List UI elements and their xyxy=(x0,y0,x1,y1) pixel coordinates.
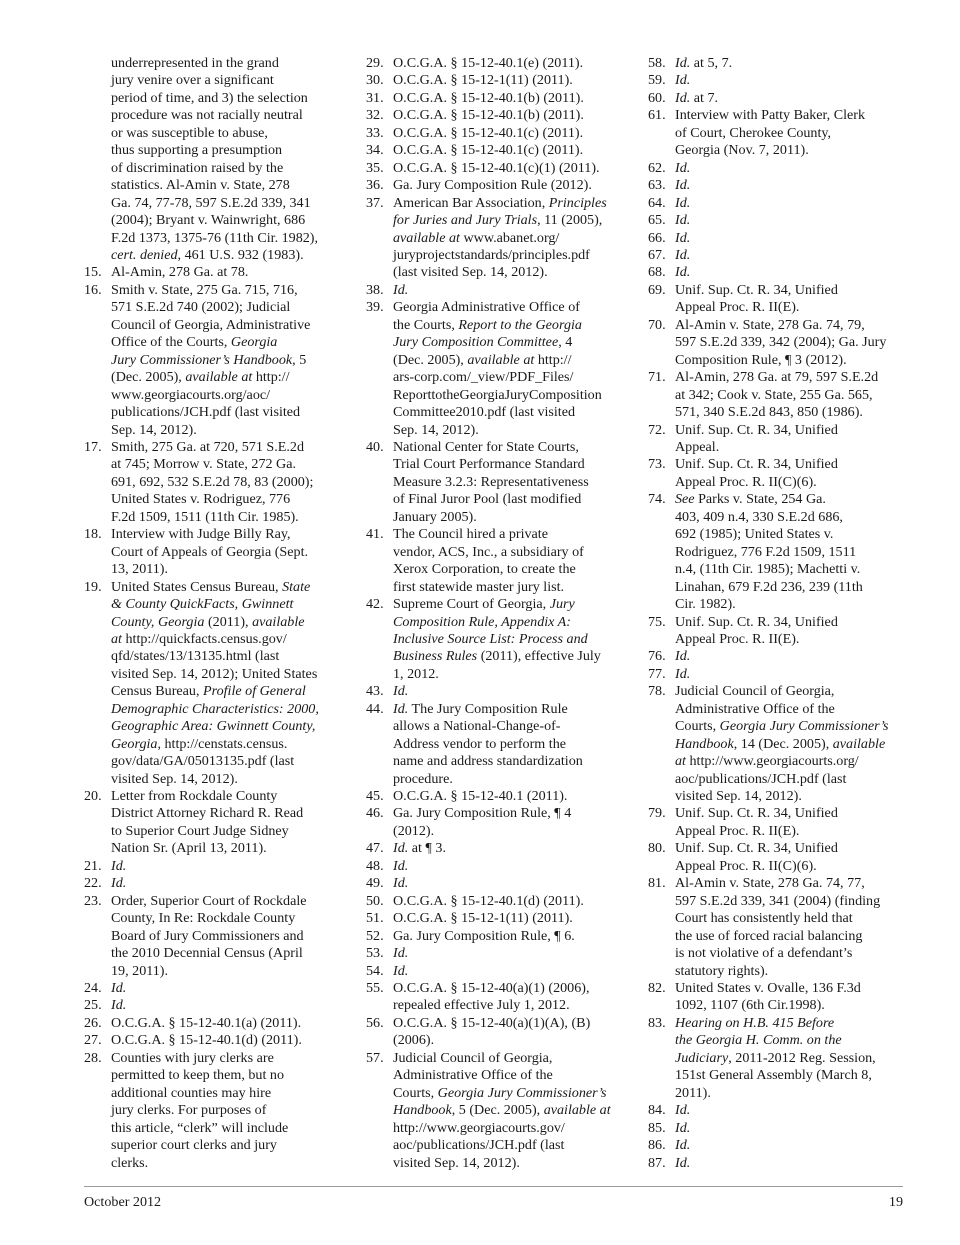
endnote-text: Hearing on H.B. 415 Before the Georgia H. Comm. on the Judiciary, 2011-2012 Reg. Session, 151st General Assembly (March 8, 2011). xyxy=(675,1014,876,1101)
endnote-number: 55. xyxy=(366,980,384,997)
endnote-number: 22. xyxy=(84,875,102,892)
endnote-39 xyxy=(366,299,622,439)
endnote-61 xyxy=(648,107,903,159)
endnote-33 xyxy=(366,125,622,142)
endnote-text: O.C.G.A. § 15-12-1(11) (2011). xyxy=(393,72,573,89)
endnote-49 xyxy=(366,875,622,892)
endnote-46 xyxy=(366,805,622,840)
endnote-27 xyxy=(84,1032,342,1049)
endnote-text: United States Census Bureau, State & County QuickFacts, Gwinnett County, Georgia (2011), available at http://quickfacts.census.gov/ qfd/states/13/13135.html (last visited Sep. 14, 2012); United States Census Bureau, Profile of General Demographic Characteristics: 2000, Geographic Area: Gwinnett County, Georgia, http://censtats.census. gov/data/GA/05013135.pdf (last visited Sep. 14, 2012). xyxy=(111,578,319,787)
endnote-text: Id. at ¶ 3. xyxy=(393,840,446,857)
endnote-70 xyxy=(648,317,903,369)
endnote-76 xyxy=(648,648,903,665)
endnote-text: Ga. Jury Composition Rule, ¶ 4 (2012). xyxy=(393,805,572,839)
endnote-number: 70. xyxy=(648,316,666,333)
endnote-74 xyxy=(648,491,903,613)
endnote-number: 85. xyxy=(648,1119,666,1136)
endnote-72 xyxy=(648,422,903,457)
endnote-text: O.C.G.A. § 15-12-40(a)(1) (2006), repealed effective July 1, 2012. xyxy=(393,980,590,1014)
endnote-text: Id. xyxy=(675,159,691,176)
endnote-83 xyxy=(648,1015,903,1102)
endnote-continuation: underrepresented in the grand jury venire over a significant period of time, and 3) the selection procedure was not racially neutral or was susceptible to abuse, thus supporting a presumption of discrimination raised by the statistics. Al-Amin v. State, 278 Ga. 74, 77-78, 597 S.E.2d 339, 341 (2004); Bryant v. Wainwright, 686 F.2d 1373, 1375-76 (11th Cir. 1982), cert. denied, 461 U.S. 932 (1983). xyxy=(111,55,319,263)
endnote-number: 27. xyxy=(84,1032,102,1049)
endnote-text: O.C.G.A. § 15-12-40(a)(1)(A), (B) (2006). xyxy=(393,1014,591,1049)
endnote-text: Unif. Sup. Ct. R. 34, Unified Appeal Proc. R. II(E). xyxy=(675,281,838,316)
endnote-64 xyxy=(648,195,903,212)
endnote-30 xyxy=(366,72,622,89)
endnote-number: 63. xyxy=(648,177,666,194)
endnote-number: 21. xyxy=(84,857,102,874)
endnote-number: 74. xyxy=(648,491,666,508)
endnote-text: O.C.G.A. § 15-12-1(11) (2011). xyxy=(393,910,573,927)
endnote-text: Counties with jury clerks are permitted to keep them, but no additional counties may hire jury clerks. For purposes of this article, “clerk” will include superior court clerks and jury clerks. xyxy=(111,1049,289,1171)
endnote-text: Al-Amin v. State, 278 Ga. 74, 77, 597 S.E.2d 339, 341 (2004) (finding Court has consistently held that the use of forced racial balancing is not violative of a defendant’s statutory rights). xyxy=(675,875,881,979)
endnote-text: Smith v. State, 275 Ga. 715, 716, 571 S.E.2d 740 (2002); Judicial Council of Georgia, Administrative Office of the Courts, Georgia Jury Commissioner’s Handbook, 5 (Dec. 2005), available at http:// www.georgiacourts.org/aoc/ publications/JCH.pdf (last visited Sep. 14, 2012). xyxy=(111,281,311,438)
endnote-number: 54. xyxy=(366,962,384,979)
endnote-number: 50. xyxy=(366,892,384,909)
endnote-number: 83. xyxy=(648,1014,666,1031)
endnote-number: 76. xyxy=(648,648,666,665)
endnote-number: 71. xyxy=(648,369,666,386)
endnote-50 xyxy=(366,893,622,910)
endnote-text: O.C.G.A. § 15-12-40.1(a) (2011). xyxy=(111,1014,302,1031)
endnote-85 xyxy=(648,1120,903,1137)
endnote-text: Al-Amin v. State, 278 Ga. 74, 79, 597 S.E.2d 339, 342 (2004); Ga. Jury Composition Rule, ¶ 3 (2012). xyxy=(675,316,887,368)
endnote-22 xyxy=(84,875,342,892)
endnote-number: 25. xyxy=(84,997,102,1014)
endnote-32 xyxy=(366,107,622,124)
endnote-text: American Bar Association, Principles for Juries and Jury Trials, 11 (2005), available at www.abanet.org/ juryprojectstandards/principles.pdf (last visited Sep. 14, 2012). xyxy=(393,194,607,281)
endnote-text: Unif. Sup. Ct. R. 34, Unified Appeal. xyxy=(675,421,838,455)
endnote-text: Id. xyxy=(111,875,127,892)
endnote-number: 77. xyxy=(648,665,666,682)
endnote-text: Id. at 5, 7. xyxy=(675,55,733,71)
endnote-59 xyxy=(648,72,903,89)
endnote-number: 68. xyxy=(648,264,666,281)
endnote-text: Unif. Sup. Ct. R. 34, Unified Appeal Proc. R. II(C)(6). xyxy=(675,840,838,874)
endnote-text: Judicial Council of Georgia, Administrative Office of the Courts, Georgia Jury Commissioner’s Handbook, 14 (Dec. 2005), available at http://www.georgiacourts.org/ aoc/publications/JCH.pdf (last visited Sep. 14, 2012). xyxy=(675,683,889,805)
endnote-77 xyxy=(648,666,903,683)
endnote-number: 41. xyxy=(366,526,384,543)
endnote-37 xyxy=(366,195,622,282)
endnote-text: Id. The Jury Composition Rule allows a National-Change-of- Address vendor to perform the name and address standardization procedure. xyxy=(393,700,583,787)
endnote-51 xyxy=(366,910,622,927)
endnote-text: Id. xyxy=(393,281,409,298)
endnote-52 xyxy=(366,928,622,945)
endnote-43 xyxy=(366,683,622,700)
endnote-number: 52. xyxy=(366,927,384,944)
endnote-31 xyxy=(366,90,622,107)
endnote-number: 28. xyxy=(84,1049,102,1066)
endnote-number: 33. xyxy=(366,124,384,141)
endnote-number: 58. xyxy=(648,55,666,71)
endnote-text: Ga. Jury Composition Rule, ¶ 6. xyxy=(393,927,575,944)
endnote-40 xyxy=(366,439,622,526)
endnote-number: 79. xyxy=(648,805,666,822)
endnote-text: Al-Amin, 278 Ga. at 78. xyxy=(111,264,249,281)
endnote-number: 57. xyxy=(366,1049,384,1066)
endnote-number: 47. xyxy=(366,840,384,857)
endnote-15 xyxy=(84,264,342,281)
endnote-number: 45. xyxy=(366,788,384,805)
endnote-42 xyxy=(366,596,622,683)
endnote-44 xyxy=(366,701,622,788)
endnote-54 xyxy=(366,963,622,980)
endnote-number: 56. xyxy=(366,1014,384,1031)
endnote-86 xyxy=(648,1137,903,1154)
endnote-text: Id. xyxy=(393,683,409,700)
endnote-71 xyxy=(648,369,903,421)
endnote-text: Id. xyxy=(393,962,409,979)
endnote-number: 48. xyxy=(366,857,384,874)
footer-rule xyxy=(84,1186,903,1187)
endnote-text: Id. xyxy=(111,980,127,997)
endnote-text: United States v. Ovalle, 136 F.3d 1092, 1107 (6th Cir.1998). xyxy=(675,980,861,1014)
endnote-number: 65. xyxy=(648,212,666,229)
endnote-number: 36. xyxy=(366,177,384,194)
endnote-text: Id. xyxy=(675,1102,691,1119)
endnote-29 xyxy=(366,55,622,72)
endnote-text: Id. xyxy=(393,875,409,892)
endnote-number: 81. xyxy=(648,875,666,892)
endnote-text: O.C.G.A. § 15-12-40.1(c) (2011). xyxy=(393,124,584,141)
endnotes-column-1 xyxy=(84,55,342,1172)
endnote-number: 80. xyxy=(648,840,666,857)
endnote-text: Ga. Jury Composition Rule (2012). xyxy=(393,177,592,194)
endnote-text: Id. xyxy=(675,648,691,665)
endnote-number: 17. xyxy=(84,438,102,455)
endnote-text: Id. xyxy=(111,857,127,874)
endnote-number: 64. xyxy=(648,194,666,211)
endnote-number: 31. xyxy=(366,89,384,106)
endnote-81 xyxy=(648,875,903,980)
endnote-number: 73. xyxy=(648,456,666,473)
endnote-text: O.C.G.A. § 15-12-40.1(d) (2011). xyxy=(393,892,584,909)
endnote-79 xyxy=(648,805,903,840)
endnote-text: The Council hired a private vendor, ACS, Inc., a subsidiary of Xerox Corporation, to create the first statewide master jury list. xyxy=(393,526,584,595)
endnote-number: 16. xyxy=(84,281,102,298)
endnote-number: 38. xyxy=(366,281,384,298)
endnote-number: 15. xyxy=(84,264,102,281)
footer-date: October 2012 xyxy=(84,1194,162,1210)
endnote-number: 37. xyxy=(366,194,384,211)
endnote-number: 24. xyxy=(84,980,102,997)
endnote-text: Id. xyxy=(675,1137,691,1154)
endnote-number: 39. xyxy=(366,299,384,316)
endnote-text: O.C.G.A. § 15-12-40.1(e) (2011). xyxy=(393,55,584,71)
endnote-68 xyxy=(648,264,903,281)
endnote-26 xyxy=(84,1015,342,1032)
endnote-23 xyxy=(84,893,342,980)
endnote-number: 18. xyxy=(84,526,102,543)
page-number: 19 xyxy=(888,1194,903,1210)
endnote-80 xyxy=(648,840,903,875)
endnote-text: O.C.G.A. § 15-12-40.1(b) (2011). xyxy=(393,107,584,124)
endnote-number: 62. xyxy=(648,159,666,176)
endnote-text: Id. xyxy=(675,72,691,89)
endnote-number: 72. xyxy=(648,421,666,438)
endnotes-column-2 xyxy=(366,55,622,1172)
endnote-text: See Parks v. State, 254 Ga. 403, 409 n.4, 330 S.E.2d 686, 692 (1985); United States v. Rodriguez, 776 F.2d 1509, 1511 n.4, (11th Cir. 1985); Machetti v. Linahan, 679 F.2d 236, 239 (11th Cir. 1982). xyxy=(675,491,863,613)
endnote-number: 51. xyxy=(366,910,384,927)
endnote-text: Al-Amin, 278 Ga. at 79, 597 S.E.2d at 342; Cook v. State, 255 Ga. 565, 571, 340 S.E.2d 843, 850 (1986). xyxy=(675,369,879,421)
endnote-number: 23. xyxy=(84,892,102,909)
endnote-63 xyxy=(648,177,903,194)
endnote-text: Unif. Sup. Ct. R. 34, Unified Appeal Proc. R. II(E). xyxy=(675,805,838,839)
endnote-text: Id. xyxy=(675,264,691,281)
endnote-number: 30. xyxy=(366,72,384,89)
endnote-text: Id. xyxy=(675,1154,691,1171)
endnote-text: Id. xyxy=(675,246,691,263)
endnote-text: Id. xyxy=(675,665,691,682)
endnote-20 xyxy=(84,788,342,858)
endnote-73 xyxy=(648,456,903,491)
endnote-number: 67. xyxy=(648,246,666,263)
endnote-number: 53. xyxy=(366,945,384,962)
endnote-text: Letter from Rockdale County District Attorney Richard R. Read to Superior Court Judge Sidney Nation Sr. (April 13, 2011). xyxy=(111,788,304,857)
endnote-number: 20. xyxy=(84,788,102,805)
endnote-number: 86. xyxy=(648,1137,666,1154)
endnote-24 xyxy=(84,980,342,997)
endnote-number: 60. xyxy=(648,89,666,106)
endnote-number: 32. xyxy=(366,107,384,124)
endnote-34 xyxy=(366,142,622,159)
endnote-number: 69. xyxy=(648,281,666,298)
endnote-number: 49. xyxy=(366,875,384,892)
endnote-number: 66. xyxy=(648,229,666,246)
endnote-number: 84. xyxy=(648,1102,666,1119)
endnote-text: Id. xyxy=(675,1119,691,1136)
endnote-text: O.C.G.A. § 15-12-40.1(c)(1) (2011). xyxy=(393,159,600,176)
endnote-18 xyxy=(84,526,342,578)
endnote-number: 78. xyxy=(648,683,666,700)
endnote-55 xyxy=(366,980,622,1015)
endnote-number: 87. xyxy=(648,1154,666,1171)
endnote-number: 43. xyxy=(366,683,384,700)
endnote-47 xyxy=(366,840,622,857)
endnote-text: Id. xyxy=(675,212,691,229)
endnote-text: Unif. Sup. Ct. R. 34, Unified Appeal Proc. R. II(E). xyxy=(675,613,838,647)
endnote-text: Id. xyxy=(393,945,409,962)
endnote-number: 29. xyxy=(366,55,384,71)
endnote-text: National Center for State Courts, Trial Court Performance Standard Measure 3.2.3: Representativeness of Final Juror Pool (last modified January 2005). xyxy=(393,438,589,525)
endnote-number: 42. xyxy=(366,596,384,613)
endnote-text: Id. xyxy=(111,997,127,1014)
endnote-text: O.C.G.A. § 15-12-40.1(b) (2011). xyxy=(393,89,584,106)
endnote-number: 34. xyxy=(366,142,384,159)
endnote-number: 82. xyxy=(648,980,666,997)
endnote-text: Judicial Council of Georgia, Administrative Office of the Courts, Georgia Jury Commissioner’s Handbook, 5 (Dec. 2005), available at http://www.georgiacourts.gov/ aoc/publications/JCH.pdf (last visited Sep. 14, 2012). xyxy=(393,1049,611,1171)
endnote-number: 46. xyxy=(366,805,384,822)
endnote-text: Supreme Court of Georgia, Jury Composition Rule, Appendix A: Inclusive Source List: Process and Business Rules (2011), effective July 1, 2012. xyxy=(393,596,601,682)
endnote-57 xyxy=(366,1050,622,1172)
endnote-number: 75. xyxy=(648,613,666,630)
endnote-number: 19. xyxy=(84,578,102,595)
endnote-text: O.C.G.A. § 15-12-40.1(d) (2011). xyxy=(111,1032,302,1049)
endnote-21 xyxy=(84,858,342,875)
endnote-48 xyxy=(366,858,622,875)
endnote-36 xyxy=(366,177,622,194)
endnote-text: Georgia Administrative Office of the Courts, Report to the Georgia Jury Composition Committee, 4 (Dec. 2005), available at http:// ars-corp.com/_view/PDF_Files/ ReporttotheGeorgiaJuryComposition Committee2010.pdf (last visited Sep. 14, 2012). xyxy=(393,299,602,438)
endnote-16 xyxy=(84,282,342,439)
endnote-60 xyxy=(648,90,903,107)
endnote-text: Interview with Patty Baker, Clerk of Court, Cherokee County, Georgia (Nov. 7, 2011). xyxy=(675,107,866,159)
endnote-62 xyxy=(648,160,903,177)
endnote-text: Interview with Judge Billy Ray, Court of Appeals of Georgia (Sept. 13, 2011). xyxy=(111,526,309,578)
endnote-text: Smith, 275 Ga. at 720, 571 S.E.2d at 745; Morrow v. State, 272 Ga. 691, 692, 532 S.E.2d 78, 83 (2000); United States v. Rodriguez, 776 F.2d 1509, 1511 (11th Cir. 1985). xyxy=(111,438,314,525)
endnote-text: O.C.G.A. § 15-12-40.1 (2011). xyxy=(393,788,568,805)
endnote-67 xyxy=(648,247,903,264)
endnote-53 xyxy=(366,945,622,962)
endnote-82 xyxy=(648,980,903,1015)
endnote-number: 61. xyxy=(648,107,666,124)
endnote-65 xyxy=(648,212,903,229)
endnote-69 xyxy=(648,282,903,317)
endnote-text: Id. xyxy=(675,229,691,246)
endnote-text: Id. xyxy=(675,177,691,194)
endnote-text: O.C.G.A. § 15-12-40.1(c) (2011). xyxy=(393,142,584,159)
endnote-text: Order, Superior Court of Rockdale County, In Re: Rockdale County Board of Jury Commissioners and the 2010 Decennial Census (April 19, 2011). xyxy=(111,892,307,979)
endnote-58 xyxy=(648,55,903,72)
endnote-number: 40. xyxy=(366,438,384,455)
endnote-17 xyxy=(84,439,342,526)
endnote-35 xyxy=(366,160,622,177)
endnote-75 xyxy=(648,614,903,649)
endnote-84 xyxy=(648,1102,903,1119)
endnote-number: 26. xyxy=(84,1014,102,1031)
endnote-87 xyxy=(648,1155,903,1172)
endnote-text: Id. xyxy=(393,857,409,874)
endnote-56 xyxy=(366,1015,622,1050)
endnote-number: 35. xyxy=(366,159,384,176)
endnote-text: Unif. Sup. Ct. R. 34, Unified Appeal Proc. R. II(C)(6). xyxy=(675,456,838,490)
endnote-28 xyxy=(84,1050,342,1172)
endnote-text: Id. at 7. xyxy=(675,89,719,106)
endnote-25 xyxy=(84,997,342,1014)
endnote-41 xyxy=(366,526,622,596)
endnote-66 xyxy=(648,230,903,247)
endnote-78 xyxy=(648,683,903,805)
endnotes-column-3 xyxy=(648,55,903,1172)
endnote-text: Id. xyxy=(675,194,691,211)
endnote-38 xyxy=(366,282,622,299)
endnote-number: 44. xyxy=(366,700,384,717)
endnote-19 xyxy=(84,579,342,788)
endnote-45 xyxy=(366,788,622,805)
endnote-number: 59. xyxy=(648,72,666,89)
